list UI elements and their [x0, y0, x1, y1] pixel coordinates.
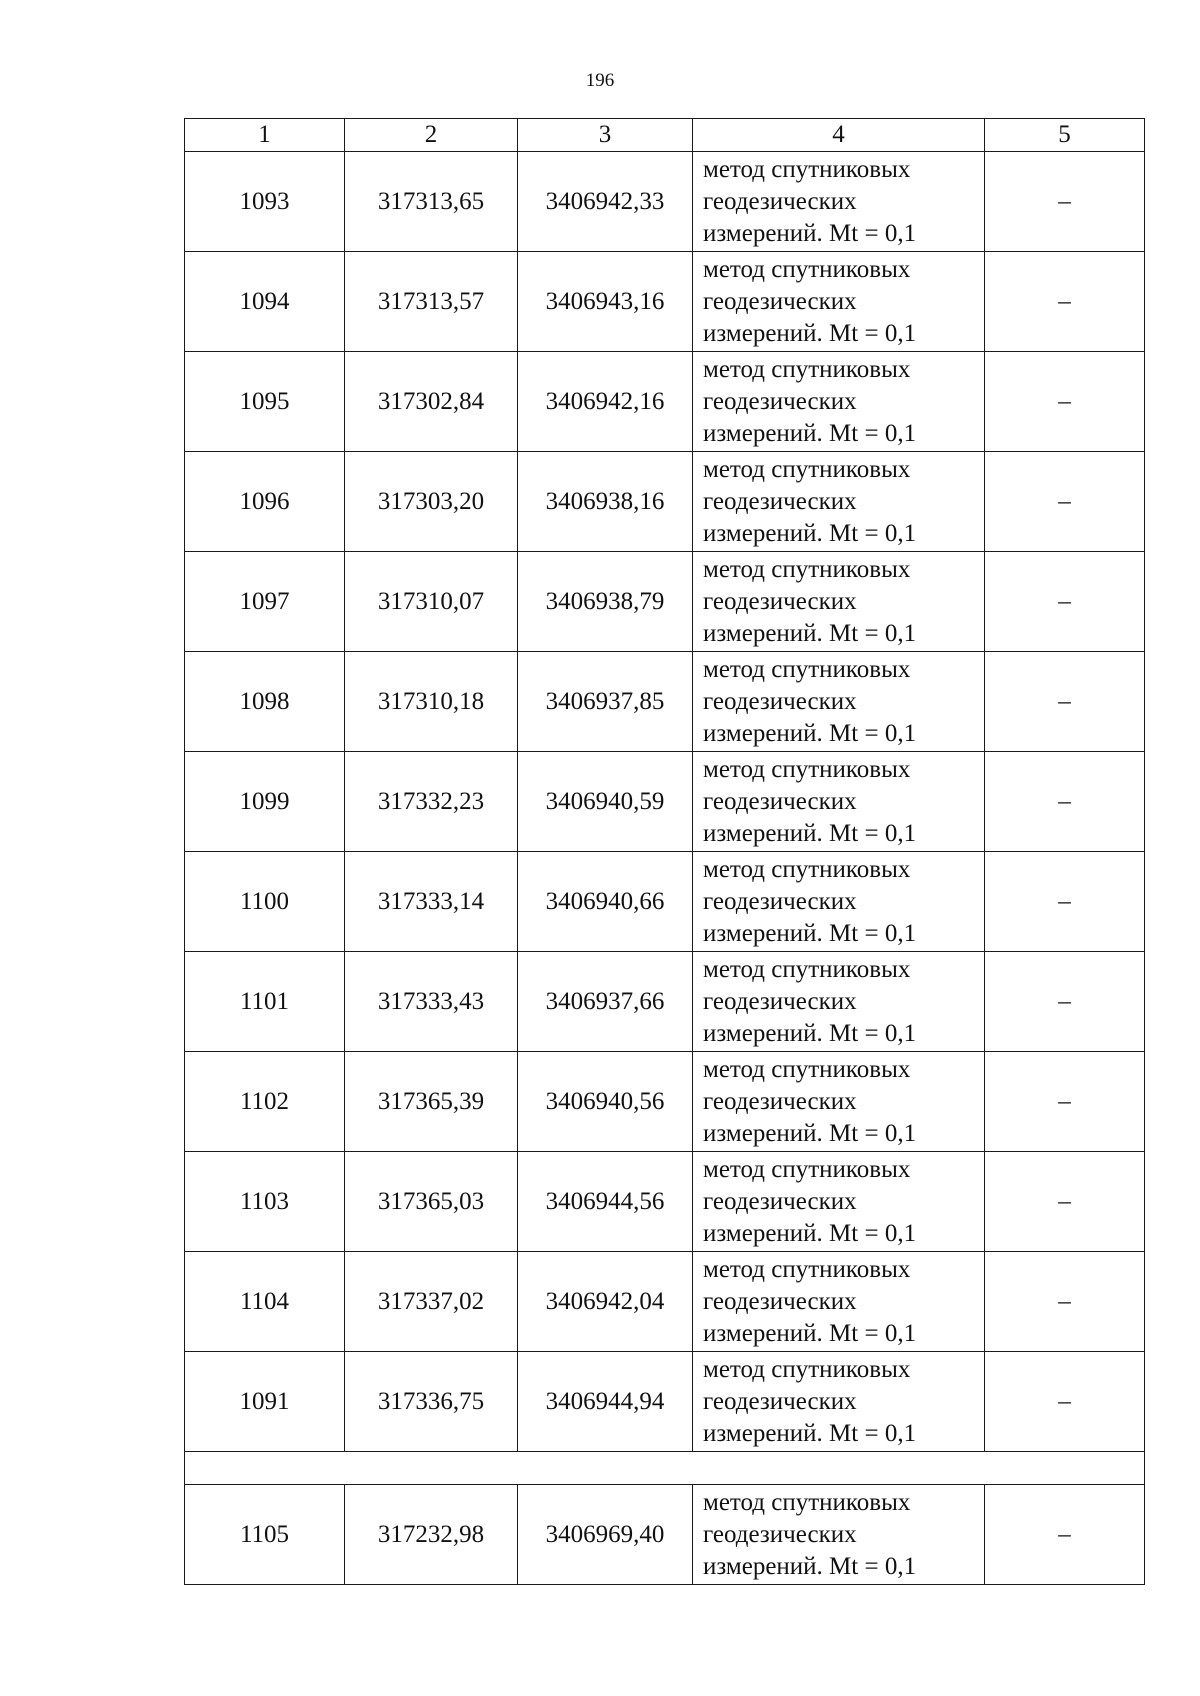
method-text-line2: геодезических — [703, 187, 857, 215]
method-cell — [693, 1485, 985, 1585]
table-row — [185, 152, 1145, 252]
method-text-line2: геодезических — [703, 1087, 857, 1115]
method-text-line3: измерений. Mt = 0,1 — [703, 1419, 917, 1447]
table-row — [185, 652, 1145, 752]
method-text-line3: измерений. Mt = 0,1 — [703, 819, 917, 847]
note-cell: – — [985, 952, 1145, 1052]
method-text-line3: измерений. Mt = 0,1 — [703, 1319, 917, 1347]
y-coordinate-cell: 3406943,16 — [518, 252, 693, 352]
point-number-cell: 1097 — [185, 552, 345, 652]
point-number-cell: 1105 — [185, 1485, 345, 1585]
method-text-line2: геодезических — [703, 287, 857, 315]
method-text-line1: метод спутниковых — [703, 755, 911, 783]
table-row — [185, 852, 1145, 952]
table-row — [185, 752, 1145, 852]
method-text-line2: геодезических — [703, 687, 857, 715]
coordinates-table-body — [185, 119, 1145, 1585]
table-row — [185, 952, 1145, 1052]
method-text-line1: метод спутниковых — [703, 1355, 911, 1383]
x-coordinate-cell: 317232,98 — [345, 1485, 518, 1585]
x-coordinate-cell: 317365,39 — [345, 1052, 518, 1152]
note-cell: – — [985, 1352, 1145, 1452]
method-cell — [693, 152, 985, 252]
method-text-line3: измерений. Mt = 0,1 — [703, 1019, 917, 1047]
point-number-cell: 1101 — [185, 952, 345, 1052]
method-text-line1: метод спутниковых — [703, 255, 911, 283]
method-cell — [693, 352, 985, 452]
table-row — [185, 352, 1145, 452]
method-cell — [693, 1252, 985, 1352]
note-cell: – — [985, 1152, 1145, 1252]
method-text-line2: геодезических — [703, 587, 857, 615]
coordinates-table — [184, 118, 1145, 1585]
table-row — [185, 552, 1145, 652]
method-cell — [693, 552, 985, 652]
note-cell: – — [985, 452, 1145, 552]
y-coordinate-cell: 3406942,33 — [518, 152, 693, 252]
point-number-cell: 1094 — [185, 252, 345, 352]
header-cell-1: 1 — [185, 119, 345, 152]
table-row — [185, 1352, 1145, 1452]
method-text-line2: геодезических — [703, 787, 857, 815]
method-cell — [693, 1052, 985, 1152]
note-cell: – — [985, 1252, 1145, 1352]
y-coordinate-cell: 3406940,66 — [518, 852, 693, 952]
method-text-line1: метод спутниковых — [703, 355, 911, 383]
point-number-cell: 1096 — [185, 452, 345, 552]
method-text-line3: измерений. Mt = 0,1 — [703, 419, 917, 447]
x-coordinate-cell: 317310,18 — [345, 652, 518, 752]
x-coordinate-cell: 317365,03 — [345, 1152, 518, 1252]
method-text-line1: метод спутниковых — [703, 555, 911, 583]
y-coordinate-cell: 3406944,94 — [518, 1352, 693, 1452]
point-number-cell: 1095 — [185, 352, 345, 452]
method-text-line3: измерений. Mt = 0,1 — [703, 219, 917, 247]
method-text-line2: геодезических — [703, 1187, 857, 1215]
method-text-line1: метод спутниковых — [703, 955, 911, 983]
x-coordinate-cell: 317336,75 — [345, 1352, 518, 1452]
method-text-line2: геодезических — [703, 987, 857, 1015]
method-text-line2: геодезических — [703, 887, 857, 915]
x-coordinate-cell: 317337,02 — [345, 1252, 518, 1352]
x-coordinate-cell: 317313,65 — [345, 152, 518, 252]
x-coordinate-cell: 317333,43 — [345, 952, 518, 1052]
method-text-line1: метод спутниковых — [703, 455, 911, 483]
note-cell: – — [985, 652, 1145, 752]
y-coordinate-cell: 3406969,40 — [518, 1485, 693, 1585]
spacer-cell — [185, 1452, 1145, 1485]
table-row — [185, 1252, 1145, 1352]
method-text-line2: геодезических — [703, 1520, 857, 1548]
method-text-line1: метод спутниковых — [703, 655, 911, 683]
y-coordinate-cell: 3406942,04 — [518, 1252, 693, 1352]
table-row — [185, 1052, 1145, 1152]
x-coordinate-cell: 317332,23 — [345, 752, 518, 852]
x-coordinate-cell: 317303,20 — [345, 452, 518, 552]
y-coordinate-cell: 3406944,56 — [518, 1152, 693, 1252]
page-number: 196 — [585, 70, 615, 91]
method-cell — [693, 1352, 985, 1452]
note-cell: – — [985, 252, 1145, 352]
point-number-cell: 1099 — [185, 752, 345, 852]
method-text-line2: геодезических — [703, 1387, 857, 1415]
method-cell — [693, 852, 985, 952]
method-text-line1: метод спутниковых — [703, 1055, 911, 1083]
y-coordinate-cell: 3406937,85 — [518, 652, 693, 752]
method-text-line2: геодезических — [703, 1287, 857, 1315]
method-text-line3: измерений. Mt = 0,1 — [703, 919, 917, 947]
method-text-line1: метод спутниковых — [703, 155, 911, 183]
method-cell — [693, 452, 985, 552]
x-coordinate-cell: 317302,84 — [345, 352, 518, 452]
method-text-line3: измерений. Mt = 0,1 — [703, 1552, 917, 1580]
y-coordinate-cell: 3406937,66 — [518, 952, 693, 1052]
y-coordinate-cell: 3406940,56 — [518, 1052, 693, 1152]
x-coordinate-cell: 317310,07 — [345, 552, 518, 652]
x-coordinate-cell: 317333,14 — [345, 852, 518, 952]
method-text-line1: метод спутниковых — [703, 1488, 911, 1516]
method-text-line2: геодезических — [703, 387, 857, 415]
method-text-line1: метод спутниковых — [703, 1255, 911, 1283]
header-cell-5: 5 — [985, 119, 1145, 152]
x-coordinate-cell: 317313,57 — [345, 252, 518, 352]
note-cell: – — [985, 752, 1145, 852]
table-row — [185, 252, 1145, 352]
point-number-cell: 1103 — [185, 1152, 345, 1252]
y-coordinate-cell: 3406938,16 — [518, 452, 693, 552]
y-coordinate-cell: 3406940,59 — [518, 752, 693, 852]
method-text-line3: измерений. Mt = 0,1 — [703, 619, 917, 647]
method-text-line3: измерений. Mt = 0,1 — [703, 519, 917, 547]
method-cell — [693, 1152, 985, 1252]
note-cell: – — [985, 152, 1145, 252]
note-cell: – — [985, 1052, 1145, 1152]
method-cell — [693, 252, 985, 352]
point-number-cell: 1098 — [185, 652, 345, 752]
method-text-line3: измерений. Mt = 0,1 — [703, 719, 917, 747]
method-text-line3: измерений. Mt = 0,1 — [703, 1219, 917, 1247]
method-text-line1: метод спутниковых — [703, 1155, 911, 1183]
y-coordinate-cell: 3406942,16 — [518, 352, 693, 452]
y-coordinate-cell: 3406938,79 — [518, 552, 693, 652]
spacer-row — [185, 1452, 1145, 1485]
method-cell — [693, 952, 985, 1052]
note-cell: – — [985, 352, 1145, 452]
point-number-cell: 1091 — [185, 1352, 345, 1452]
point-number-cell: 1102 — [185, 1052, 345, 1152]
header-cell-4: 4 — [693, 119, 985, 152]
point-number-cell: 1100 — [185, 852, 345, 952]
header-cell-3: 3 — [518, 119, 693, 152]
method-cell — [693, 752, 985, 852]
note-cell: – — [985, 552, 1145, 652]
method-text-line3: измерений. Mt = 0,1 — [703, 319, 917, 347]
method-cell — [693, 652, 985, 752]
header-cell-2: 2 — [345, 119, 518, 152]
note-cell: – — [985, 852, 1145, 952]
method-text-line2: геодезических — [703, 487, 857, 515]
method-text-line1: метод спутниковых — [703, 855, 911, 883]
note-cell: – — [985, 1485, 1145, 1585]
table-row — [185, 1152, 1145, 1252]
table-row — [185, 452, 1145, 552]
method-text-line3: измерений. Mt = 0,1 — [703, 1119, 917, 1147]
point-number-cell: 1093 — [185, 152, 345, 252]
table-header-row — [185, 119, 1145, 152]
point-number-cell: 1104 — [185, 1252, 345, 1352]
table-row — [185, 1485, 1145, 1585]
